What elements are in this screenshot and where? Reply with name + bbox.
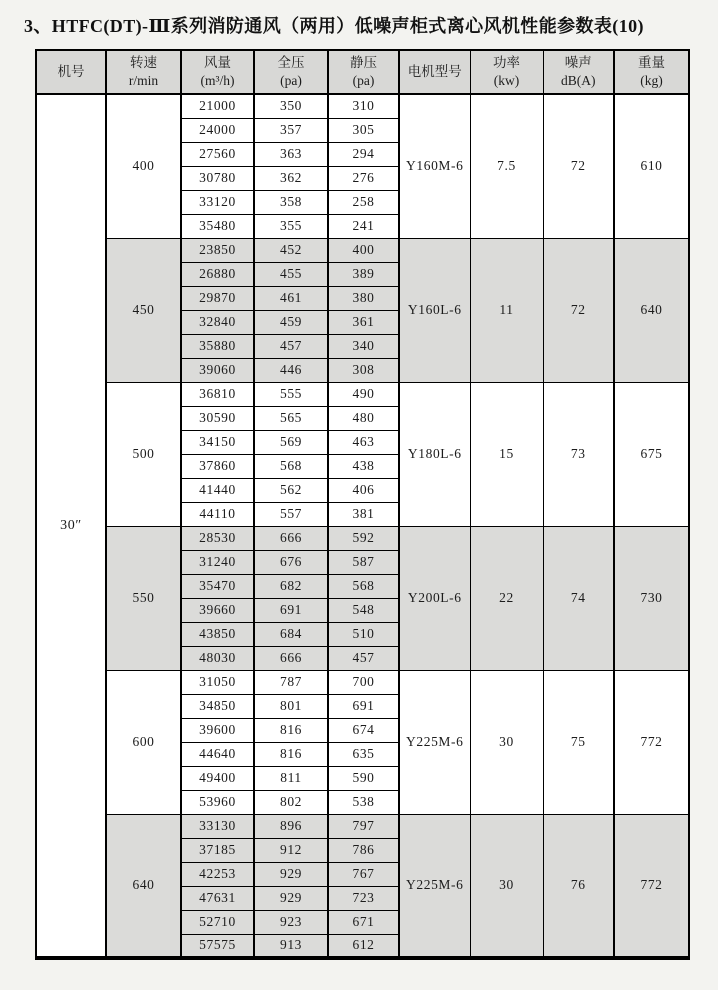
cell-airflow: 31240 xyxy=(181,550,254,574)
cell-total-pressure: 666 xyxy=(254,526,328,550)
cell-total-pressure: 801 xyxy=(254,694,328,718)
cell-weight: 675 xyxy=(614,382,689,526)
cell-airflow: 35480 xyxy=(181,214,254,238)
cell-static-pressure: 767 xyxy=(328,862,399,886)
table-body xyxy=(36,94,689,958)
cell-total-pressure: 565 xyxy=(254,406,328,430)
table-row xyxy=(36,382,689,406)
cell-total-pressure: 455 xyxy=(254,262,328,286)
header-label: 静压 xyxy=(350,55,377,71)
cell-weight: 772 xyxy=(614,814,689,958)
cell-total-pressure: 912 xyxy=(254,838,328,862)
cell-static-pressure: 380 xyxy=(328,286,399,310)
cell-static-pressure: 538 xyxy=(328,790,399,814)
cell-airflow: 28530 xyxy=(181,526,254,550)
cell-airflow: 27560 xyxy=(181,142,254,166)
header-speed xyxy=(106,50,181,94)
cell-power: 30 xyxy=(470,814,543,958)
cell-speed: 450 xyxy=(106,238,181,382)
cell-total-pressure: 357 xyxy=(254,118,328,142)
cell-total-pressure: 461 xyxy=(254,286,328,310)
cell-power: 15 xyxy=(470,382,543,526)
cell-total-pressure: 896 xyxy=(254,814,328,838)
cell-static-pressure: 457 xyxy=(328,646,399,670)
header-machine-no xyxy=(36,50,106,94)
cell-static-pressure: 258 xyxy=(328,190,399,214)
cell-static-pressure: 587 xyxy=(328,550,399,574)
table-row xyxy=(36,814,689,838)
cell-total-pressure: 555 xyxy=(254,382,328,406)
cell-static-pressure: 612 xyxy=(328,934,399,958)
cell-airflow: 34150 xyxy=(181,430,254,454)
cell-noise: 74 xyxy=(543,526,614,670)
cell-static-pressure: 568 xyxy=(328,574,399,598)
cell-total-pressure: 363 xyxy=(254,142,328,166)
header-unit: (kw) xyxy=(493,73,520,88)
cell-static-pressure: 241 xyxy=(328,214,399,238)
header-total-pressure xyxy=(254,50,328,94)
cell-airflow: 35880 xyxy=(181,334,254,358)
cell-static-pressure: 406 xyxy=(328,478,399,502)
cell-airflow: 34850 xyxy=(181,694,254,718)
cell-motor-model: Y160M-6 xyxy=(399,94,470,238)
cell-airflow: 37185 xyxy=(181,838,254,862)
cell-total-pressure: 562 xyxy=(254,478,328,502)
cell-airflow: 43850 xyxy=(181,622,254,646)
header-airflow xyxy=(181,50,254,94)
cell-static-pressure: 592 xyxy=(328,526,399,550)
cell-motor-model: Y225M-6 xyxy=(399,670,470,814)
cell-airflow: 30780 xyxy=(181,166,254,190)
header-unit: (kg) xyxy=(640,73,663,88)
cell-static-pressure: 635 xyxy=(328,742,399,766)
header-label: 噪声 xyxy=(564,55,592,71)
cell-airflow: 21000 xyxy=(181,94,254,118)
cell-static-pressure: 400 xyxy=(328,238,399,262)
cell-noise: 72 xyxy=(543,94,614,238)
cell-static-pressure: 361 xyxy=(328,310,399,334)
cell-noise: 75 xyxy=(543,670,614,814)
header-noise xyxy=(543,50,614,94)
cell-total-pressure: 446 xyxy=(254,358,328,382)
cell-airflow: 36810 xyxy=(181,382,254,406)
cell-airflow: 35470 xyxy=(181,574,254,598)
cell-total-pressure: 691 xyxy=(254,598,328,622)
header-unit: dB(A) xyxy=(561,73,596,88)
cell-airflow: 44110 xyxy=(181,502,254,526)
cell-airflow: 29870 xyxy=(181,286,254,310)
header-unit: (pa) xyxy=(352,73,375,88)
cell-speed: 640 xyxy=(106,814,181,958)
cell-static-pressure: 294 xyxy=(328,142,399,166)
header-unit: r/min xyxy=(128,73,159,88)
cell-total-pressure: 557 xyxy=(254,502,328,526)
cell-total-pressure: 923 xyxy=(254,910,328,934)
cell-static-pressure: 723 xyxy=(328,886,399,910)
cell-airflow: 48030 xyxy=(181,646,254,670)
header-static-pressure xyxy=(328,50,399,94)
cell-airflow: 32840 xyxy=(181,310,254,334)
table-row xyxy=(36,238,689,262)
cell-motor-model: Y225M-6 xyxy=(399,814,470,958)
cell-airflow: 31050 xyxy=(181,670,254,694)
cell-airflow: 33120 xyxy=(181,190,254,214)
header-unit: (pa) xyxy=(280,73,302,88)
cell-airflow: 33130 xyxy=(181,814,254,838)
cell-static-pressure: 700 xyxy=(328,670,399,694)
cell-total-pressure: 676 xyxy=(254,550,328,574)
cell-airflow: 30590 xyxy=(181,406,254,430)
cell-static-pressure: 340 xyxy=(328,334,399,358)
cell-static-pressure: 590 xyxy=(328,766,399,790)
cell-weight: 640 xyxy=(614,238,689,382)
cell-airflow: 39660 xyxy=(181,598,254,622)
cell-airflow: 41440 xyxy=(181,478,254,502)
cell-static-pressure: 308 xyxy=(328,358,399,382)
cell-static-pressure: 310 xyxy=(328,94,399,118)
cell-airflow: 37860 xyxy=(181,454,254,478)
cell-weight: 772 xyxy=(614,670,689,814)
cell-airflow: 26880 xyxy=(181,262,254,286)
cell-power: 30 xyxy=(470,670,543,814)
cell-static-pressure: 671 xyxy=(328,910,399,934)
cell-total-pressure: 569 xyxy=(254,430,328,454)
cell-total-pressure: 457 xyxy=(254,334,328,358)
header-unit: (m³/h) xyxy=(200,73,235,88)
cell-noise: 76 xyxy=(543,814,614,958)
cell-weight: 730 xyxy=(614,526,689,670)
cell-total-pressure: 787 xyxy=(254,670,328,694)
cell-motor-model: Y180L-6 xyxy=(399,382,470,526)
fan-performance-table xyxy=(35,49,690,960)
cell-speed: 500 xyxy=(106,382,181,526)
cell-airflow: 57575 xyxy=(181,934,254,958)
page-title: 3、HTFC(DT)-Ⅲ系列消防通风（两用）低噪声柜式离心风机性能参数表(10) xyxy=(24,16,644,36)
table-row xyxy=(36,670,689,694)
cell-airflow: 52710 xyxy=(181,910,254,934)
cell-total-pressure: 913 xyxy=(254,934,328,958)
cell-airflow: 39600 xyxy=(181,718,254,742)
cell-machine-no: 30″ xyxy=(36,94,106,958)
cell-airflow: 47631 xyxy=(181,886,254,910)
header-label: 风量 xyxy=(204,55,231,71)
cell-airflow: 44640 xyxy=(181,742,254,766)
cell-airflow: 42253 xyxy=(181,862,254,886)
cell-total-pressure: 666 xyxy=(254,646,328,670)
cell-power: 22 xyxy=(470,526,543,670)
table-row xyxy=(36,526,689,550)
cell-total-pressure: 811 xyxy=(254,766,328,790)
cell-static-pressure: 438 xyxy=(328,454,399,478)
cell-speed: 550 xyxy=(106,526,181,670)
cell-static-pressure: 381 xyxy=(328,502,399,526)
header-label: 机号 xyxy=(57,64,85,80)
cell-static-pressure: 305 xyxy=(328,118,399,142)
cell-total-pressure: 362 xyxy=(254,166,328,190)
cell-speed: 600 xyxy=(106,670,181,814)
cell-static-pressure: 548 xyxy=(328,598,399,622)
cell-static-pressure: 490 xyxy=(328,382,399,406)
cell-airflow: 53960 xyxy=(181,790,254,814)
cell-airflow: 23850 xyxy=(181,238,254,262)
cell-motor-model: Y160L-6 xyxy=(399,238,470,382)
cell-static-pressure: 276 xyxy=(328,166,399,190)
header-label: 全压 xyxy=(277,55,305,71)
header-motor-model xyxy=(399,50,470,94)
cell-static-pressure: 389 xyxy=(328,262,399,286)
cell-total-pressure: 929 xyxy=(254,862,328,886)
cell-speed: 400 xyxy=(106,94,181,238)
cell-motor-model: Y200L-6 xyxy=(399,526,470,670)
header-row xyxy=(36,50,689,94)
cell-total-pressure: 358 xyxy=(254,190,328,214)
cell-noise: 72 xyxy=(543,238,614,382)
cell-static-pressure: 480 xyxy=(328,406,399,430)
cell-total-pressure: 802 xyxy=(254,790,328,814)
cell-noise: 73 xyxy=(543,382,614,526)
cell-total-pressure: 459 xyxy=(254,310,328,334)
table-row xyxy=(36,94,689,118)
cell-total-pressure: 355 xyxy=(254,214,328,238)
cell-static-pressure: 691 xyxy=(328,694,399,718)
cell-airflow: 39060 xyxy=(181,358,254,382)
header-label: 电机型号 xyxy=(407,64,462,80)
header-label: 功率 xyxy=(493,55,520,71)
cell-power: 11 xyxy=(470,238,543,382)
cell-static-pressure: 797 xyxy=(328,814,399,838)
cell-static-pressure: 786 xyxy=(328,838,399,862)
table-header xyxy=(36,50,689,94)
header-label: 转速 xyxy=(130,55,157,71)
cell-airflow: 24000 xyxy=(181,118,254,142)
header-weight xyxy=(614,50,689,94)
cell-power: 7.5 xyxy=(470,94,543,238)
cell-total-pressure: 682 xyxy=(254,574,328,598)
cell-total-pressure: 684 xyxy=(254,622,328,646)
cell-total-pressure: 816 xyxy=(254,742,328,766)
cell-total-pressure: 929 xyxy=(254,886,328,910)
cell-weight: 610 xyxy=(614,94,689,238)
cell-static-pressure: 510 xyxy=(328,622,399,646)
header-label: 重量 xyxy=(638,55,665,71)
cell-total-pressure: 816 xyxy=(254,718,328,742)
header-power xyxy=(470,50,543,94)
cell-total-pressure: 350 xyxy=(254,94,328,118)
cell-total-pressure: 452 xyxy=(254,238,328,262)
cell-total-pressure: 568 xyxy=(254,454,328,478)
cell-static-pressure: 674 xyxy=(328,718,399,742)
cell-airflow: 49400 xyxy=(181,766,254,790)
cell-static-pressure: 463 xyxy=(328,430,399,454)
